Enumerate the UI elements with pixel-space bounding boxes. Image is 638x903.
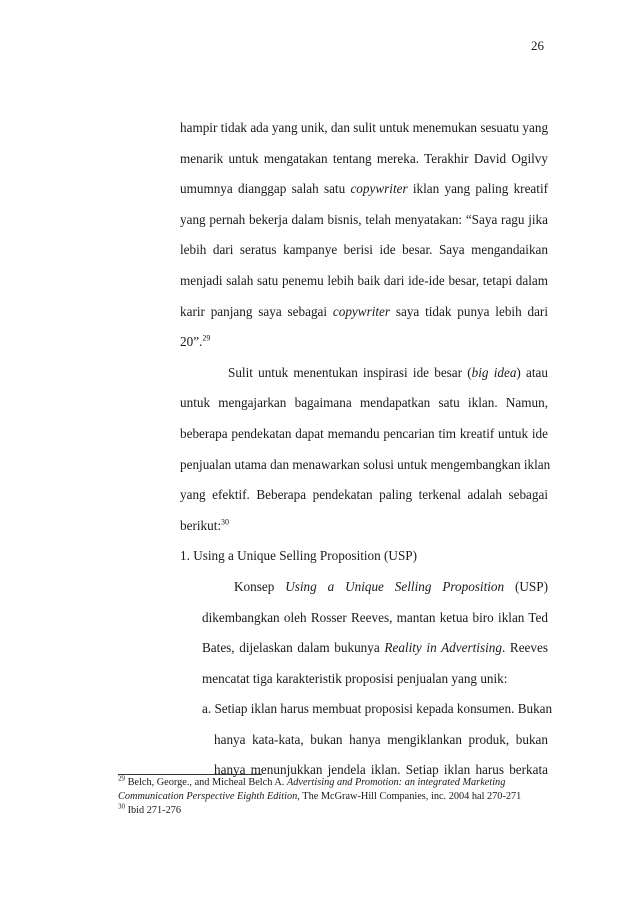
footnote-ref: 29 [202,333,211,343]
footnotes [118,776,558,818]
sub-item-a: a. Setiap iklan harus membuat proposisi kepada konsumen. Bukan [202,701,553,717]
emphasis: Reality in Advertising [384,640,502,656]
text-line [180,363,548,394]
text-line: penjualan utama dan menawarkan solusi untuk mengembangkan iklan [180,456,551,472]
text-span: . Reeves [501,640,548,656]
text-line [202,577,548,608]
text-line [180,179,548,210]
footnote-ref: 30 [221,517,230,527]
footnote-divider [118,774,262,775]
emphasis: Using a Unique Selling Proposition [285,578,505,594]
text-span: (USP) [504,578,548,594]
text-line: dikembangkan oleh Rosser Reeves, mantan ketua biro iklan Ted [202,609,548,625]
text-span: berikut: [180,517,222,533]
footnote-30 [118,804,558,818]
text-line: beberapa pendekatan dapat memandu pencarian tim kreatif untuk ide [180,425,548,441]
text-span: Konsep [234,578,286,594]
text-line [202,638,548,669]
footnote-text: Ibid 271-276 [125,805,182,816]
list-item-title: 1. Using a Unique Selling Proposition (USP) [180,548,418,564]
text-line: yang pernah bekerja dalam bisnis, telah menyatakan: “Saya ragu jika [180,211,548,227]
text-line [180,302,548,333]
text-span: Bates, dijelaskan dalam bukunya [202,640,385,656]
text-line: hanya kata-kata, bukan hanya mengiklankan produk, bukan [214,731,548,747]
text-span: 20”. [180,334,203,350]
text-line [180,516,548,547]
footnote-text: The McGraw-Hill Companies, inc. 2004 hal 270-271 [299,791,522,802]
text-line: lebih dari seratus kampanye berisi ide besar. Saya mengandaikan [180,242,548,258]
text-span: umumnya dianggap salah satu [180,181,351,197]
text-line: hanya menunjukkan jendela iklan. Setiap iklan harus berkata [214,762,548,778]
emphasis: big idea [471,364,517,380]
emphasis: copywriter [332,303,391,319]
text-line: yang efektif. Beberapa pendekatan paling terkenal adalah sebagai [180,487,548,503]
footnote-title: Advertising and Promotion: an integrated Marketing Communication Perspective Eighth Edition, [118,777,506,802]
text-line [180,332,548,363]
text-line: hampir tidak ada yang unik, dan sulit untuk menemukan sesuatu yang [180,120,549,135]
text-span: iklan yang paling kreatif [407,181,548,197]
page-number: 26 [531,38,544,53]
emphasis: copywriter [350,181,408,197]
text-span: Sulit untuk menentukan inspirasi ide besar ( [228,364,472,380]
body-text [180,118,553,791]
text-line: mencatat tiga karakteristik proposisi penjualan yang unik: [202,670,508,686]
text-line: untuk mengajarkan bagaimana mendapatkan satu iklan. Namun, [180,395,548,411]
text-line: menarik untuk mengatakan tentang mereka. Terakhir David Ogilvy [180,150,548,166]
footnote-text: Belch, George., and Micheal Belch A. [125,777,287,788]
text-span: saya tidak punya lebih dari [390,303,548,319]
text-span: karir panjang saya sebagai [180,303,333,319]
text-line: menjadi salah satu penemu lebih baik dari ide-ide besar, tetapi dalam [180,272,548,288]
footnote-number: 29 [118,774,125,783]
footnote-number: 30 [118,802,125,811]
text-span: ) atau [516,364,548,380]
footnote-29 [118,776,558,804]
